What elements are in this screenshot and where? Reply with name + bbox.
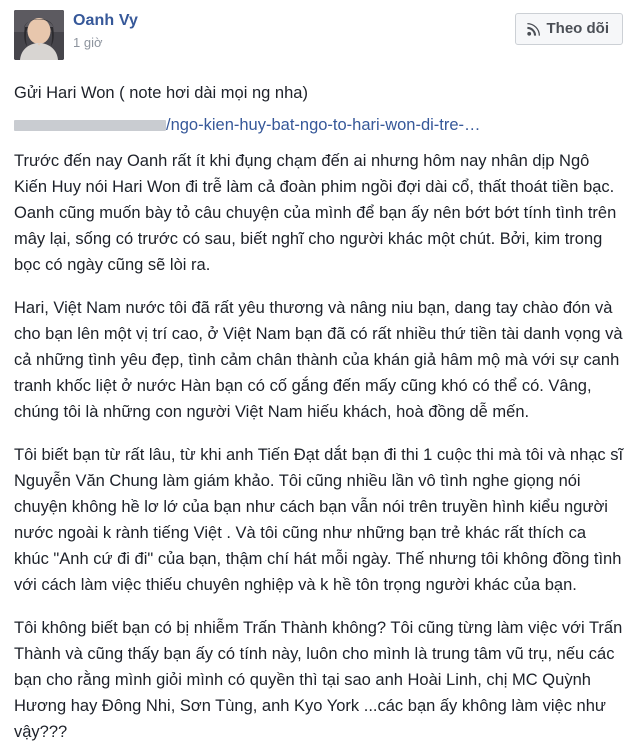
post-intro: Gửi Hari Won ( note hơi dài mọi ng nha) [14,84,308,102]
post-paragraph: Tôi biết bạn từ rất lâu, từ khi anh Tiến Đạt dắt bạn đi thi 1 cuộc thi mà tôi và nhạc sĩ Nguyễn Văn Chung làm giám khảo. Tôi cũng nhiều lần vô tình nghe giọng nói chuyện không hề lơ lớ của bạn như cách bạn vẫn nói trên truyền hình kiểu người nước ngoài k rành tiếng Việt . Và tôi cũng như những bạn trẻ khác rất thích ca khúc "Anh cứ đi đi" của bạn, thậm chí hát mỗi ngày. Thế nhưng tôi không đồng tình với cách làm việc thiếu chuyên nghiệp và k hề tôn trọng người khác của bạn. [14,446,624,594]
avatar-image [14,10,64,60]
follow-button-label: Theo dõi [546,20,609,37]
post-body [14,80,624,745]
post-paragraph: Trước đến nay Oanh rất ít khi đụng chạm đến ai nhưng hôm nay nhân dịp Ngô Kiến Huy nói Hari Won đi trễ làm cả đoàn phim ngồi đợi dài cổ, thất thoát tiền bạc. Oanh cũng muốn bày tỏ câu chuyện của mình để bạn ấy nên bớt bớt tính tình trên mây lại, sống có trước có sau, biết nghĩ cho người khác một chút. Bởi, kim trong bọc có ngày cũng sẽ lòi ra. [14,152,617,274]
author-name[interactable]: Oanh Vy [73,12,139,29]
post-timestamp[interactable]: 1 giờ [73,35,103,50]
follow-button[interactable] [515,13,624,45]
post-author-block [73,10,138,52]
avatar[interactable] [14,10,64,60]
post-paragraph: Hari, Việt Nam nước tôi đã rất yêu thương và nâng niu bạn, dang tay chào đón và cho bạn lên một vị trí cao, ở Việt Nam bạn đã có rất nhiều thứ tiền tài danh vọng và cả những tình yêu đẹp, tình cảm chân thành của khán giả hâm mộ mà với sự canh tranh khốc liệt ở nước Hàn bạn có cố gắng đến mấy cũng khó có thể có. Vâng, chúng tôi là những con người Việt Nam hiếu khách, hoà đồng dễ mến. [14,299,623,421]
rss-icon [527,23,540,36]
post-header [14,10,624,66]
post-paragraph: Tôi không biết bạn có bị nhiễm Trấn Thành không? Tôi cũng từng làm việc với Trấn Thành và cũng thấy bạn ấy có tính này, luôn cho mình là trung tâm vũ trụ, nếu các bạn cho rằng mình giỏi mình có quyền thì tại sao anh Hoài Linh, chị MC Quỳnh Hương hay Đông Nhi, Sơn Tùng, anh Kyo York ...các bạn ấy không làm việc như vậy??? [14,619,623,741]
post-link-row [14,114,624,136]
redaction-bar [14,120,166,131]
post-link[interactable]: /ngo-kien-huy-bat-ngo-to-hari-won-di-tre-… [166,116,481,134]
